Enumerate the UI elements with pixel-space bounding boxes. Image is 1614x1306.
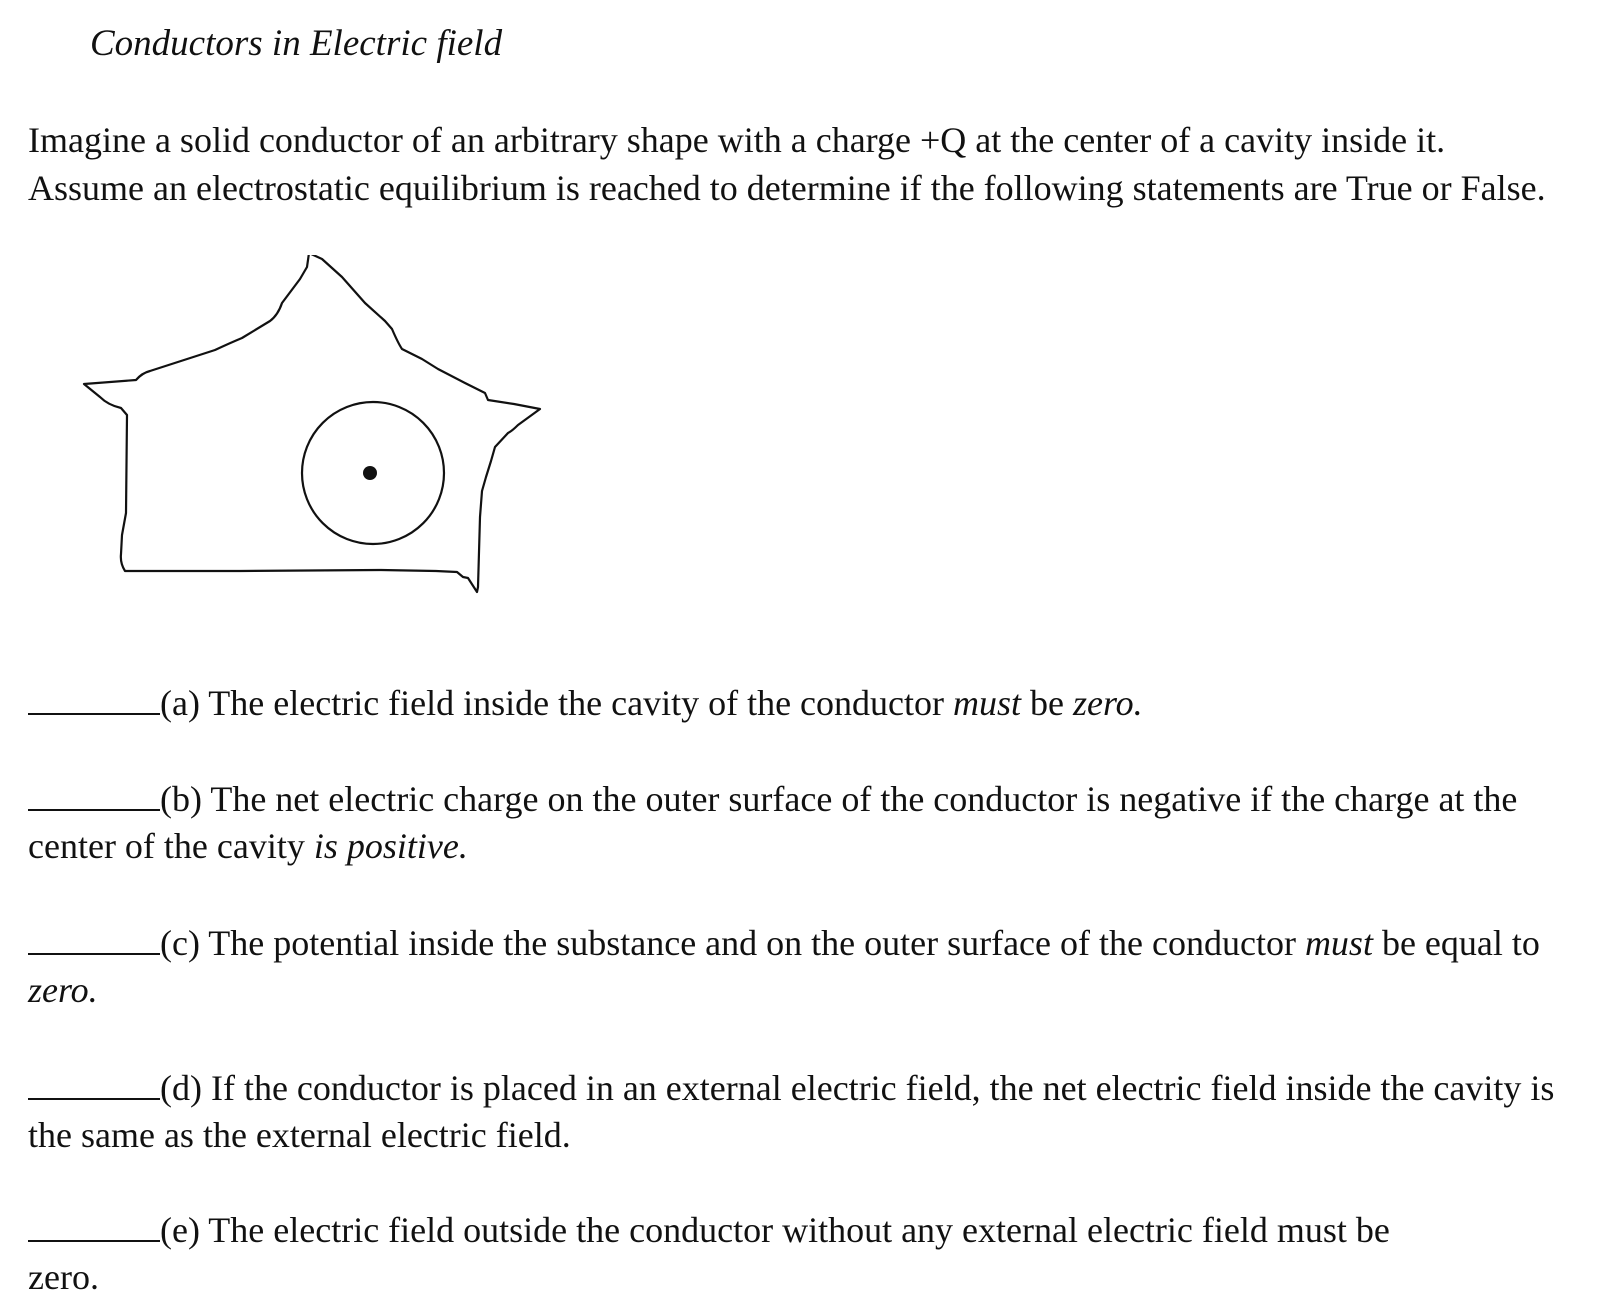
intro-paragraph: Imagine a solid conductor of an arbitrary shape with a charge +Q at the center of a cavity inside it. Assume an electrostatic equilibrium is reached to determine if the following statements are True or False. — [28, 120, 1546, 208]
question-a — [28, 680, 1588, 727]
question-e-text: (e) The electric field outside the conductor without any external electric field must be — [160, 1210, 1390, 1250]
question-b-emphasis: is positive. — [313, 826, 468, 866]
question-b-text: (b) The net electric charge on the outer surface of the conductor is negative if the charge at the center of the cavity — [28, 779, 1518, 866]
question-c — [28, 920, 1588, 1014]
conductor-outline — [84, 255, 540, 592]
answer-blank-c[interactable] — [28, 923, 160, 955]
question-c-text-mid: be equal to — [1372, 923, 1540, 963]
question-a-emphasis-zero: zero. — [1073, 683, 1143, 723]
question-d-text: (d) If the conductor is placed in an external electric field, the net electric field inside the cavity is the same as the external electric field. — [28, 1068, 1555, 1155]
question-a-emphasis-must: must — [953, 683, 1022, 723]
answer-blank-a[interactable] — [28, 683, 160, 715]
question-c-text: (c) The potential inside the substance and on the outer surface of the conductor — [160, 923, 1305, 963]
question-a-text-mid: be — [1021, 683, 1074, 723]
question-b — [28, 776, 1588, 870]
question-d — [28, 1065, 1588, 1159]
question-a-text: (a) The electric field inside the cavity of the conductor — [160, 683, 954, 723]
question-e — [28, 1207, 1588, 1254]
question-c-emphasis-zero: zero. — [28, 970, 98, 1010]
answer-blank-b[interactable] — [28, 779, 160, 811]
page-title: Conductors in Electric field — [90, 23, 503, 64]
point-charge — [363, 466, 377, 480]
question-e-continuation: zero. — [28, 1257, 99, 1297]
question-c-emphasis-must: must — [1304, 923, 1373, 963]
answer-blank-d[interactable] — [28, 1068, 160, 1100]
conductor-diagram — [80, 255, 570, 625]
answer-blank-e[interactable] — [28, 1210, 160, 1242]
